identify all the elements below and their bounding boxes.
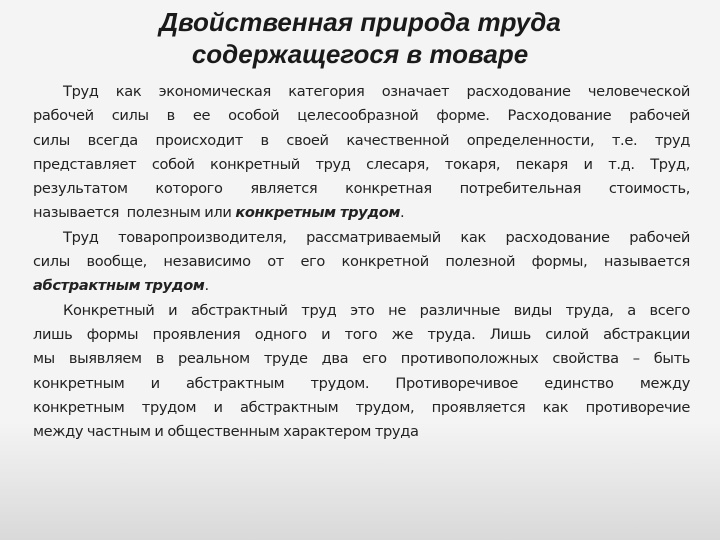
text-line: представляет собой конкретный труд слесаря, токаря, пекаря и т.д. Труд, bbox=[33, 155, 690, 173]
paragraph-concrete-labor bbox=[33, 80, 690, 226]
text-line: результатом которого является конкретная потребительная стоимость, bbox=[33, 180, 690, 198]
slide-body bbox=[33, 80, 690, 444]
text-fragment: называется полезным или bbox=[33, 204, 236, 222]
title-line-2: содержащегося в товаре bbox=[191, 39, 529, 69]
text-line: конкретным трудом и абстрактным трудом, проявляется как противоречие bbox=[33, 398, 690, 416]
text-fragment: . bbox=[400, 204, 405, 222]
text-line: конкретным и абстрактным трудом. Противоречивое единство между bbox=[33, 374, 690, 392]
text-line: мы выявляем в реальном труде два его противоположных свойства – быть bbox=[33, 350, 690, 368]
text-line: лишь формы проявления одного и того же труда. Лишь силой абстракции bbox=[33, 325, 690, 343]
slide-title bbox=[0, 6, 720, 70]
text-line: между частным и общественным характером труда bbox=[33, 423, 419, 441]
text-line: Труд товаропроизводителя, рассматриваемый как расходование рабочей bbox=[63, 228, 690, 246]
text-fragment: . bbox=[204, 277, 209, 295]
term-concrete-labor: конкретным трудом bbox=[235, 204, 401, 222]
text-line: Труд как экономическая категория означает расходование человеческой bbox=[63, 83, 690, 100]
paragraph-abstract-labor bbox=[33, 226, 690, 299]
text-line: силы вообще, независимо от его конкретной полезной формы, называется bbox=[33, 253, 690, 271]
term-abstract-labor: абстрактным трудом bbox=[33, 277, 205, 295]
text-line-with-term bbox=[33, 201, 690, 225]
paragraph-dual-nature bbox=[33, 299, 690, 445]
text-line-with-term bbox=[33, 274, 690, 298]
text-line: рабочей силы в ее особой целесообразной форме. Расходование рабочей bbox=[33, 107, 690, 125]
text-line: силы всегда происходит в своей качественной определенности, т.е. труд bbox=[33, 131, 690, 149]
text-line: Конкретный и абстрактный труд это не различные виды труда, а всего bbox=[63, 301, 690, 319]
title-line-1: Двойственная природа труда bbox=[159, 7, 561, 37]
